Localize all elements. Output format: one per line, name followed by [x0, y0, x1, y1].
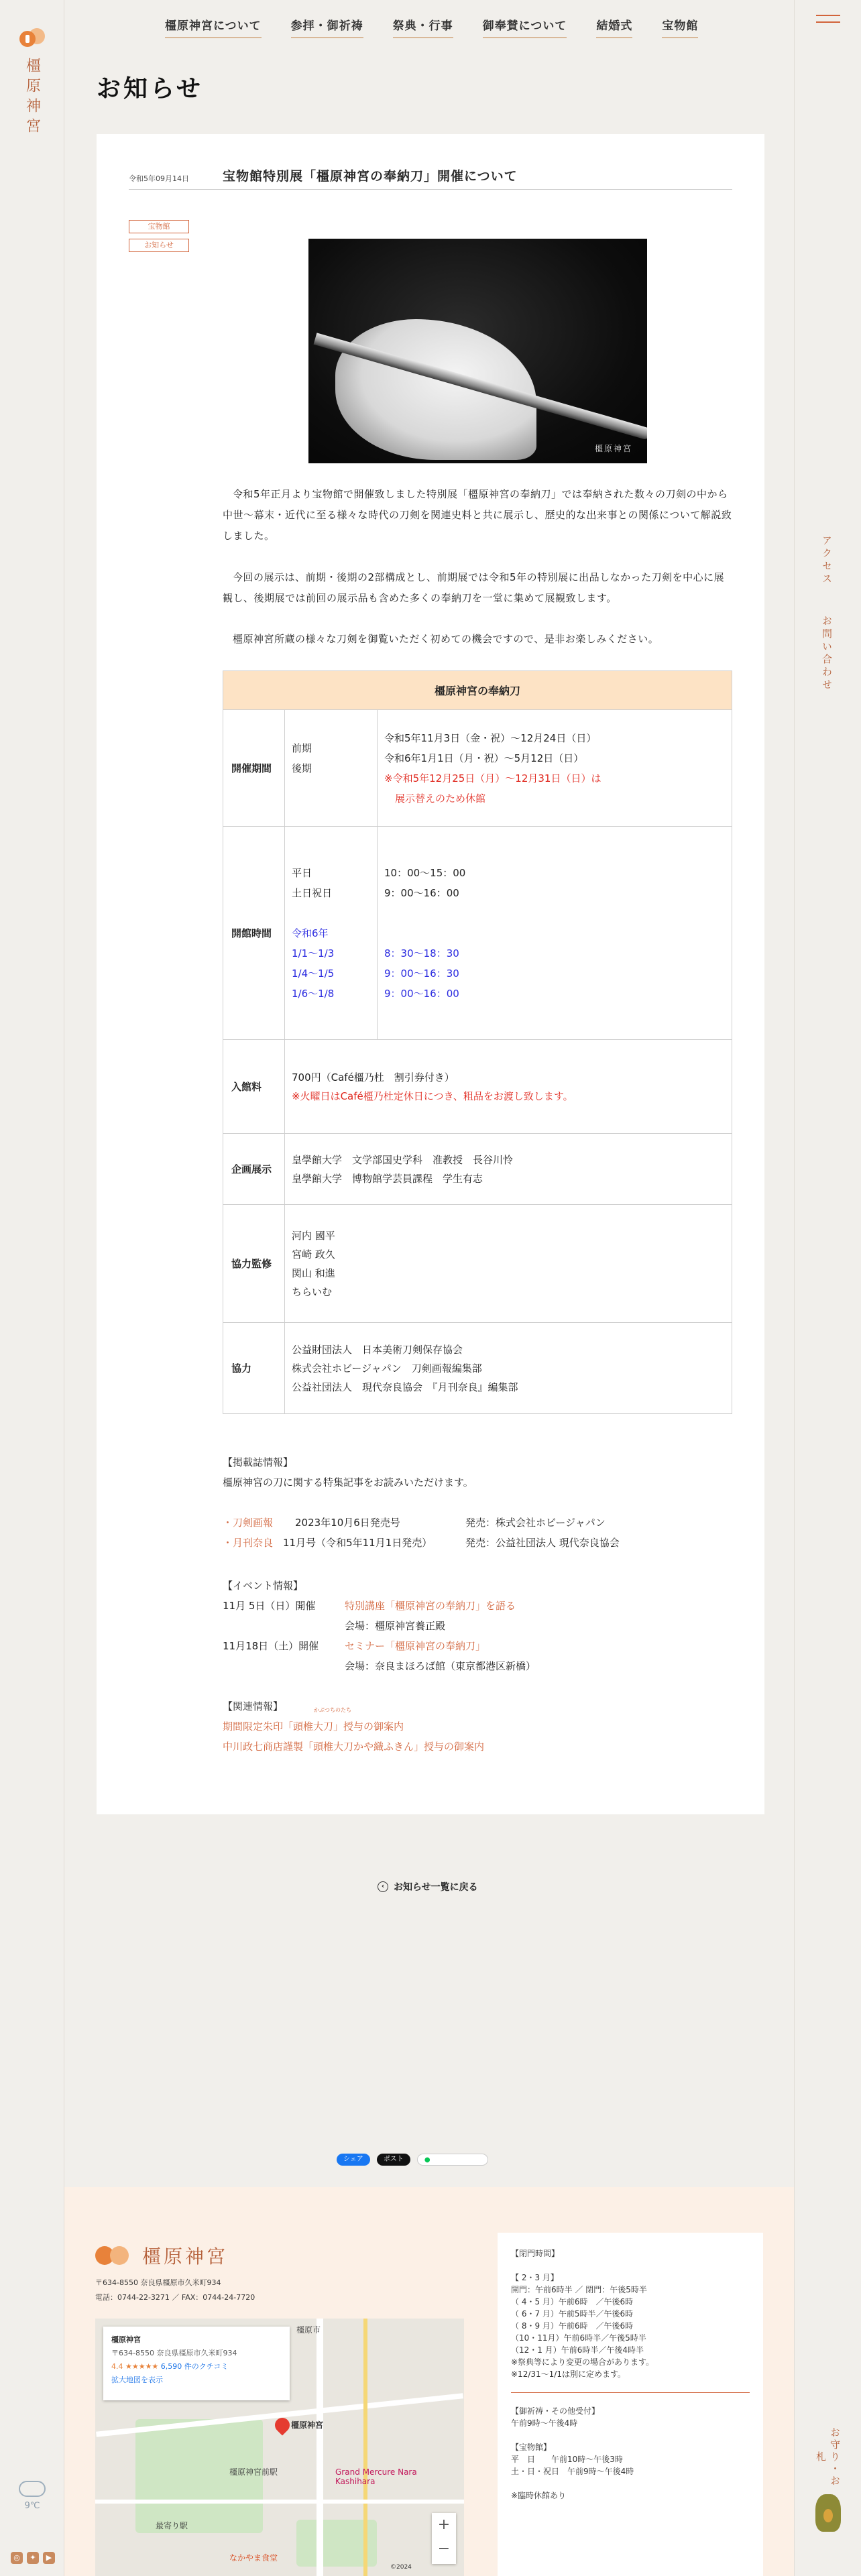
fee-value: 700円（Café橿乃杜 割引券付き） ※火曜日はCafé橿乃杜定休日につき、粗品をお渡し致します。 — [285, 1040, 732, 1134]
omamori-link[interactable] — [812, 2427, 844, 2532]
zoom-out-icon[interactable]: − — [437, 2540, 451, 2557]
youtube-icon[interactable]: ▶ — [43, 2552, 55, 2564]
sns-links — [11, 2552, 55, 2564]
intro-paragraph-3: 橿原神宮所蔵の様々な刀剣を御覧いただく初めての機会ですので、是非お楽しみください。 — [233, 633, 659, 645]
nav-about[interactable]: 橿原神宮について — [165, 16, 262, 38]
map-zoom-controls[interactable] — [432, 2513, 456, 2564]
period-label: 開催期間 — [223, 710, 285, 827]
instagram-icon[interactable]: ◎ — [11, 2552, 23, 2564]
twitter-icon[interactable]: ✦ — [27, 2552, 39, 2564]
cloud-rain-icon — [19, 2481, 46, 2497]
supervision-value: 河内 國平 宮崎 政久 関山 和進 ちらいむ — [285, 1205, 732, 1323]
media-section: 【掲載誌情報】 橿原神宮の刀に関する特集記事をお読みいただけます。 ・刀剣画報 2023年10月6日発売号 発売：株式会社ホビージャパン ・月刊奈良 11月号（令和5年11月1日発売） 発売：公益社団法人 現代奈良協会 — [223, 1452, 746, 1553]
media-link-touken[interactable]: ・刀剣画報 — [223, 1517, 274, 1529]
zoom-in-icon[interactable]: + — [437, 2516, 451, 2533]
logo-mark-icon — [17, 25, 48, 51]
ruby-text: かぶつちのたち — [314, 1707, 351, 1713]
cooperation-value: 公益財団法人 日本美術刀剣保存協会 株式会社ホビージャパン 刀剣画報編集部 公益社団法人 現代奈良協会 『月刊奈良』編集部 — [285, 1323, 732, 1414]
intro-paragraph-2: 今回の展示は、前期・後期の2部構成とし、前期展では令和5年の特別展に出品しなかった刀剣を中心に展観し、後期展では前回の展示品も含めた多くの奉納刀を一堂に集めて展観致します。 — [223, 571, 725, 604]
period-subs: 前期 後期 — [285, 710, 378, 827]
tag-treasury[interactable]: 宝物館 — [129, 220, 189, 233]
map-info-card: 橿原神宮 〒634-8550 奈良県橿原市久米町934 4.4 ★★★★★ 6,590 件のクチコミ 拡大地図を表示 — [103, 2327, 290, 2400]
related-link-fukin[interactable]: 中川政七商店謹製「頭椎大刀かや織ふきん」授与の御案内 — [223, 1741, 485, 1753]
related-section: 【関連情報】 かぶつちのたち 期間限定朱印「頭椎大刀」授与の御案内 中川政七商店謹製「頭椎大刀かや織ふきん」授与の御案内 — [223, 1696, 746, 1757]
article-card — [97, 134, 764, 1814]
access-link[interactable]: アクセス — [821, 535, 833, 586]
x-post-button[interactable]: ポスト — [377, 2154, 410, 2166]
planning-label: 企画展示 — [223, 1134, 285, 1205]
footer-logo-mark-icon — [95, 2245, 135, 2266]
fee-label: 入館料 — [223, 1040, 285, 1134]
hours-subs: 平日 土日祝日 令和6年 1/1〜1/3 1/4〜1/5 1/6〜1/8 — [285, 827, 378, 1040]
site-footer — [64, 2187, 794, 2576]
contact-link[interactable]: お問い合わせ — [821, 616, 833, 692]
back-to-news-link[interactable]: ‹ お知らせ一覧に戻る — [378, 1880, 478, 1893]
intro-paragraph-1: 令和5年正月より宝物館で開催致しました特別展「橿原神宮の奉納刀」では奉納された数々の刀剣の中から中世〜幕末・近代に至る様々な時代の刀剣を関連史料と共に展示し、歴史的な出来事との関係について解説致しました。 — [223, 488, 732, 542]
footer-logo[interactable]: 橿原神宮 — [95, 2242, 228, 2269]
site-logo[interactable] — [15, 25, 50, 138]
chevron-left-icon: ‹ — [378, 1881, 388, 1892]
google-map[interactable]: 橿原神宮 〒634-8550 奈良県橿原市久米町934 4.4 ★★★★★ 6,590 件のクチコミ 拡大地図を表示 橿原神宮 橿原市 Grand Mercure Nara Kashihara 橿原神宮前駅 なかやま食堂 最寄り駅 ©2024 + − — [95, 2319, 464, 2576]
weather-widget — [17, 2481, 47, 2511]
nav-wedding[interactable]: 結婚式 — [596, 16, 632, 38]
cooperation-label: 協力 — [223, 1323, 285, 1414]
footer-address: 〒634-8550 奈良県橿原市久米町934 電話：0744-22-3271 ／ FAX：0744-24-7720 — [95, 2278, 255, 2302]
global-nav — [165, 16, 698, 38]
supervision-label: 協力監修 — [223, 1205, 285, 1323]
nav-treasury[interactable]: 宝物館 — [662, 16, 698, 38]
period-values: 令和5年11月3日（金・祝）〜12月24日（日） 令和6年1月1日（月・祝）〜5月12日（日） ※令和5年12月25日（月）〜12月31日（日）は 展示替えのため休館 — [378, 710, 732, 827]
tag-news[interactable]: お知らせ — [129, 239, 189, 252]
omamori-icon — [815, 2494, 841, 2532]
photo-watermark: 橿原神宮 — [594, 444, 632, 453]
larger-map-link[interactable]: 拡大地図を表示 — [111, 2376, 163, 2384]
share-buttons — [337, 2154, 488, 2166]
page-title: お知らせ — [97, 75, 203, 103]
right-rail — [794, 0, 861, 2576]
media-link-nara[interactable]: ・月刊奈良 — [223, 1537, 274, 1549]
omamori-label: お守り・お札 — [815, 2427, 841, 2487]
facebook-share-button[interactable]: シェア — [337, 2154, 370, 2166]
events-section: 【イベント情報】 11月 5日（日）開催 特別講座「橿原神宮の奉納刀」を語る 会場：橿原神宮養正殿 11月18日（土）開催 セミナー「橿原神宮の奉納刀」 会場：奈良まほろば館（東京都港区新橋） — [223, 1580, 536, 1672]
title-divider — [129, 189, 732, 190]
sword-photo — [308, 239, 647, 463]
article-title: 宝物館特別展「橿原神宮の奉納刀」開催について — [223, 169, 518, 184]
line-share-button[interactable]: ● LINEで送る — [417, 2154, 488, 2166]
planning-value: 皇學館大学 文学部国史学科 准教授 長谷川怜 皇學館大学 博物館学芸員課程 学生有志 — [285, 1134, 732, 1205]
opening-hours: 【閉門時間】 【 2・3 月】 開門：午前6時半 ／ 閉門：午後5時半 （ 4・5 月）午前6時 ／午後6時 （ 6・7 月）午前5時半／午後6時 （ 8・9 月）午前6時 ／午後6時 （10・11月）午前6時半／午後5時半 （12・1 月）午前6時半／午後4時半 ※祭典等により変更の場合があります。 ※12/31〜1/1は別に定めます。 【御祈祷・その他受付】 午前9時〜午後4時 【宝物館】 平 日 午前10時〜午後3時 土・日・祝日 午前9時〜午後4時 ※臨時休館あり — [498, 2233, 763, 2576]
left-rail — [0, 0, 64, 2576]
nav-support[interactable]: 御奉賛について — [483, 16, 567, 38]
event-link-seminar[interactable]: セミナー「橿原神宮の奉納刀」 — [345, 1640, 486, 1652]
related-link-shuin[interactable]: 期間限定朱印「頭椎大刀」授与の御案内 — [223, 1720, 404, 1733]
nav-festivals[interactable]: 祭典・行事 — [393, 16, 453, 38]
hours-values: 10：00〜15：00 9：00〜16：00 8：30〜18：30 9：00〜16：30 9：00〜16：00 — [378, 827, 732, 1040]
event-link-lecture[interactable]: 特別講座「橿原神宮の奉納刀」を語る — [345, 1600, 516, 1612]
logo-text: 橿原神宮 — [23, 58, 41, 138]
nav-worship[interactable]: 参拝・御祈祷 — [291, 16, 363, 38]
weather-temp: 9℃ — [24, 2501, 40, 2511]
hours-label: 開館時間 — [223, 827, 285, 1040]
article-date: 令和5年09月14日 — [129, 174, 189, 183]
hamburger-menu-button[interactable] — [816, 15, 840, 31]
exhibition-info-table — [223, 670, 732, 1414]
table-heading: 橿原神宮の奉納刀 — [223, 671, 732, 710]
